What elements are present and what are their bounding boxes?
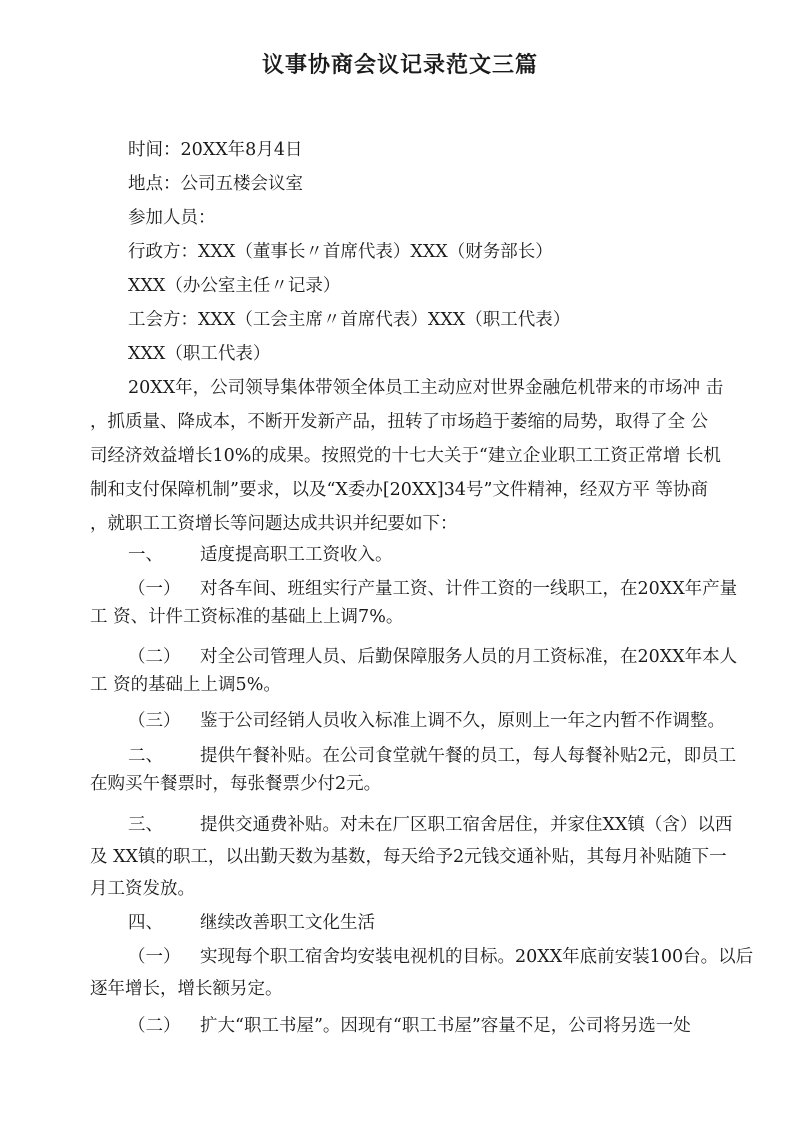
section-1-item-1-marker: （一） [128, 579, 181, 599]
section-1-item-3-marker: （三） [128, 711, 181, 731]
meeting-time: 时间：20XX年8月4日 [128, 140, 303, 160]
section-3-line: 月工资发放。 [90, 879, 195, 899]
participants-label: 参加人员： [128, 208, 216, 228]
intro-line: ，抓质量、降成本，不断开发新产品，扭转了市场趋于萎缩的局势，取得了全 公 [90, 412, 709, 432]
intro-line: 司经济效益增长10%的成果。按照党的十七大关于“建立企业职工工资正常增 长机 [90, 446, 721, 466]
meeting-place: 地点：公司五楼会议室 [128, 174, 303, 194]
section-3-line: 提供交通费补贴。对未在厂区职工宿舍居住，并家住XX镇（含）以西 [200, 815, 733, 835]
section-4-item-2-marker: （二） [128, 1016, 181, 1036]
section-2-line: 提供午餐补贴。在公司食堂就午餐的员工，每人每餐补贴2元，即员工 [200, 746, 737, 766]
section-2-line: 在购买午餐票时，每张餐票少付2元。 [90, 774, 382, 794]
section-3-marker: 三、 [128, 815, 163, 835]
section-4-item-1-line: 实现每个职工宿舍均安装电视机的目标。20XX年底前安装100台。以后 [200, 947, 754, 967]
participants-union-2: XXX（职工代表） [128, 344, 271, 364]
section-4-item-1-marker: （一） [128, 947, 181, 967]
section-4-heading: 继续改善职工文化生活 [200, 913, 375, 933]
section-3-line: 及 XX镇的职工，以出勤天数为基数，每天给予2元钱交通补贴，其每月补贴随下一 [90, 847, 727, 867]
section-1-marker: 一、 [128, 545, 163, 565]
participants-admin: 行政方：XXX（董事长〃首席代表）XXX（财务部长） [128, 242, 553, 262]
section-2-marker: 二、 [128, 746, 163, 766]
section-1-heading: 适度提高职工工资收入。 [200, 545, 393, 565]
participants-union: 工会方：XXX（工会主席〃首席代表）XXX（职工代表） [128, 310, 571, 330]
page-title: 议事协商会议记录范文三篇 [261, 52, 538, 78]
section-1-item-2-line: 工 资的基础上上调5%。 [90, 675, 281, 695]
section-4-item-2-line: 扩大“职工书屋”。因现有“职工书屋”容量不足，公司将另选一处 [200, 1016, 691, 1036]
section-1-item-2-line: 对全公司管理人员、后勤保障服务人员的月工资标准，在20XX年本人 [200, 647, 738, 667]
intro-line: 制和支付保障机制”要求，以及“X委办[20XX]34号”文件精神，经双方平 等协商 [90, 480, 708, 500]
section-4-item-1-line: 逐年增长，增长额另定。 [90, 979, 283, 999]
section-1-item-1-line: 工 资、计件工资标准的基础上上调7%。 [90, 607, 404, 627]
section-1-item-2-marker: （二） [128, 647, 181, 667]
intro-line: ，就职工工资增长等问题达成共识并纪要如下： [90, 514, 458, 534]
section-1-item-1-line: 对各车间、班组实行产量工资、计件工资的一线职工，在20XX年产量 [200, 579, 738, 599]
participants-admin-2: XXX（办公室主任〃记录） [128, 276, 341, 296]
section-4-marker: 四、 [128, 913, 163, 933]
intro-line: 20XX年，公司领导集体带领全体员工主动应对世界金融危机带来的市场冲 击 [128, 378, 724, 398]
section-1-item-3-line: 鉴于公司经销人员收入标准上调不久，原则上一年之内暂不作调整。 [200, 711, 725, 731]
